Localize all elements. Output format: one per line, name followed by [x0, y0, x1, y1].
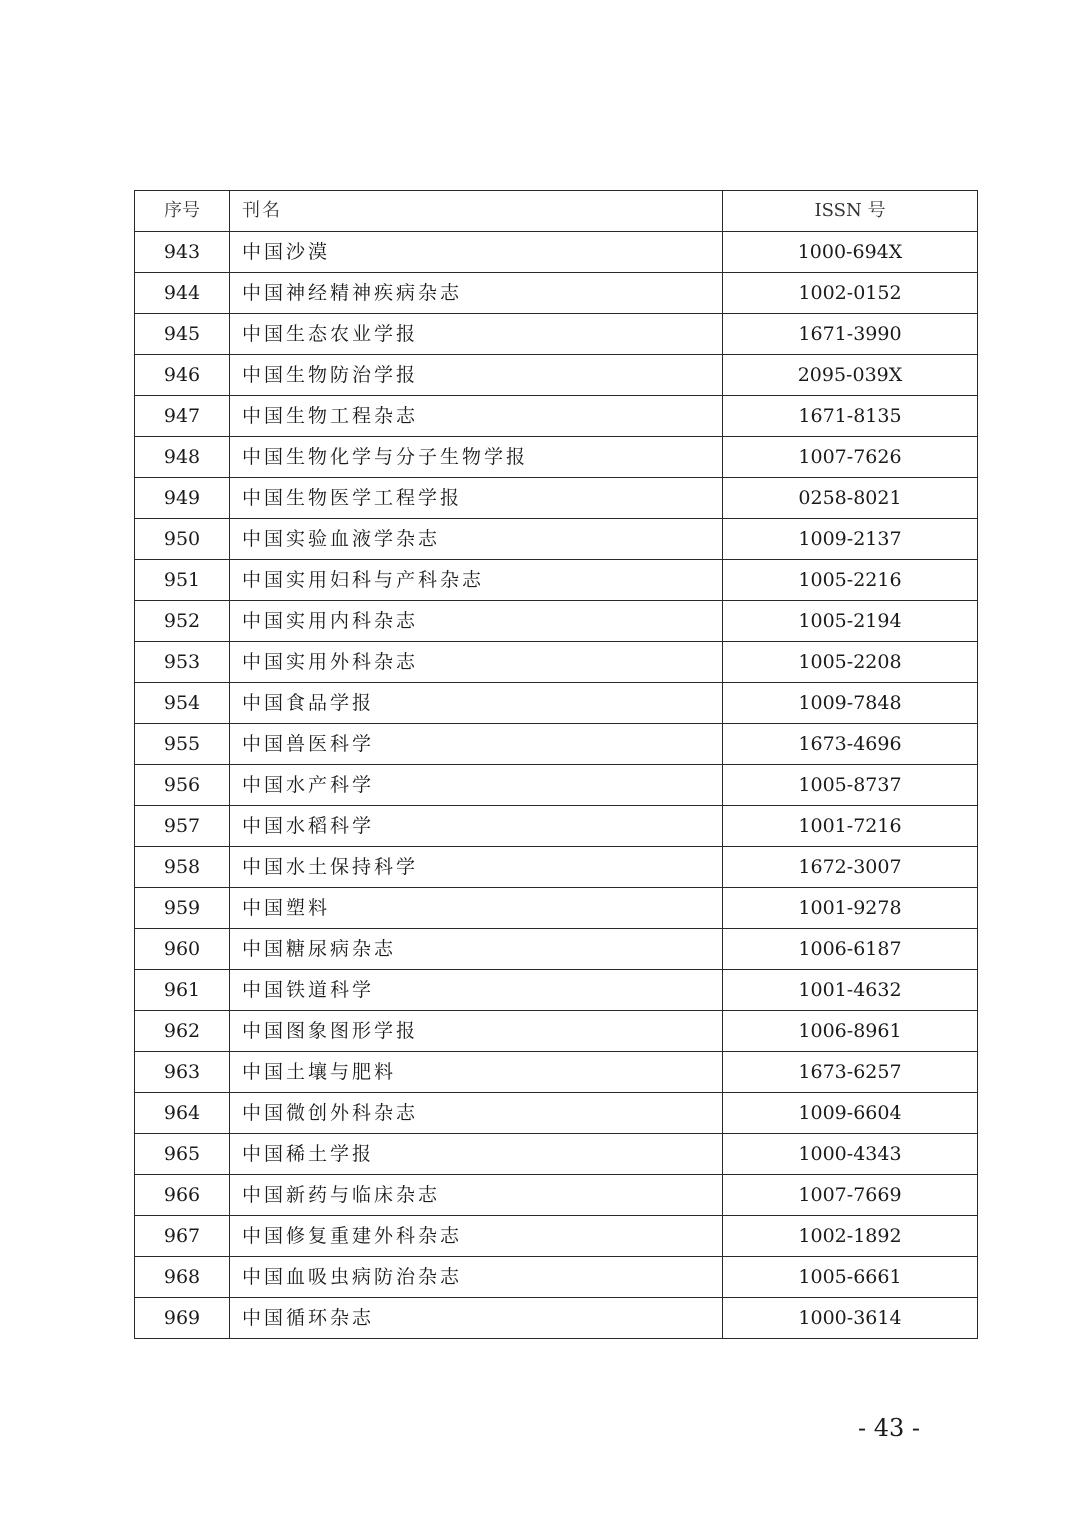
- row-seq: 968: [135, 1257, 230, 1298]
- row-journal-name: 中国实用外科杂志: [230, 642, 723, 683]
- row-seq: 948: [135, 437, 230, 478]
- row-issn: 1006-6187: [723, 929, 978, 970]
- row-journal-name: 中国塑料: [230, 888, 723, 929]
- row-seq: 957: [135, 806, 230, 847]
- row-seq: 946: [135, 355, 230, 396]
- row-journal-name: 中国神经精神疾病杂志: [230, 273, 723, 314]
- row-journal-name: 中国土壤与肥料: [230, 1052, 723, 1093]
- row-issn: 1671-8135: [723, 396, 978, 437]
- row-seq: 965: [135, 1134, 230, 1175]
- row-issn: 1673-6257: [723, 1052, 978, 1093]
- row-issn: 1000-694X: [723, 232, 978, 273]
- row-journal-name: 中国循环杂志: [230, 1298, 723, 1339]
- row-issn: 1672-3007: [723, 847, 978, 888]
- row-seq: 952: [135, 601, 230, 642]
- row-issn: 1000-4343: [723, 1134, 978, 1175]
- table-row: [135, 519, 978, 560]
- row-issn: 2095-039X: [723, 355, 978, 396]
- table-row: [135, 683, 978, 724]
- row-seq: 951: [135, 560, 230, 601]
- row-seq: 953: [135, 642, 230, 683]
- table-row: [135, 888, 978, 929]
- row-seq: 949: [135, 478, 230, 519]
- row-journal-name: 中国微创外科杂志: [230, 1093, 723, 1134]
- row-seq: 945: [135, 314, 230, 355]
- row-issn: 1007-7626: [723, 437, 978, 478]
- row-issn: 1002-1892: [723, 1216, 978, 1257]
- row-journal-name: 中国稀土学报: [230, 1134, 723, 1175]
- row-journal-name: 中国生物防治学报: [230, 355, 723, 396]
- table-row: [135, 314, 978, 355]
- row-issn: 1002-0152: [723, 273, 978, 314]
- row-journal-name: 中国图象图形学报: [230, 1011, 723, 1052]
- row-journal-name: 中国实用内科杂志: [230, 601, 723, 642]
- row-journal-name: 中国糖尿病杂志: [230, 929, 723, 970]
- row-issn: 1001-7216: [723, 806, 978, 847]
- row-journal-name: 中国实用妇科与产科杂志: [230, 560, 723, 601]
- row-issn: 1009-6604: [723, 1093, 978, 1134]
- row-seq: 947: [135, 396, 230, 437]
- row-journal-name: 中国兽医科学: [230, 724, 723, 765]
- row-issn: 1001-9278: [723, 888, 978, 929]
- row-issn: 1005-2216: [723, 560, 978, 601]
- table-row: [135, 929, 978, 970]
- row-seq: 956: [135, 765, 230, 806]
- row-journal-name: 中国生物医学工程学报: [230, 478, 723, 519]
- row-issn: 0258-8021: [723, 478, 978, 519]
- row-issn: 1006-8961: [723, 1011, 978, 1052]
- table-row: [135, 396, 978, 437]
- table-row: [135, 1175, 978, 1216]
- table-row: [135, 232, 978, 273]
- row-journal-name: 中国水土保持科学: [230, 847, 723, 888]
- journal-table: [134, 190, 978, 1339]
- row-seq: 969: [135, 1298, 230, 1339]
- row-seq: 944: [135, 273, 230, 314]
- row-journal-name: 中国水稻科学: [230, 806, 723, 847]
- row-seq: 943: [135, 232, 230, 273]
- table-row: [135, 642, 978, 683]
- row-journal-name: 中国食品学报: [230, 683, 723, 724]
- row-seq: 963: [135, 1052, 230, 1093]
- table-row: [135, 1134, 978, 1175]
- row-issn: 1005-8737: [723, 765, 978, 806]
- row-journal-name: 中国生物工程杂志: [230, 396, 723, 437]
- row-seq: 966: [135, 1175, 230, 1216]
- row-journal-name: 中国生态农业学报: [230, 314, 723, 355]
- row-journal-name: 中国血吸虫病防治杂志: [230, 1257, 723, 1298]
- row-issn: 1009-2137: [723, 519, 978, 560]
- row-seq: 954: [135, 683, 230, 724]
- row-journal-name: 中国水产科学: [230, 765, 723, 806]
- header-name: 刊名: [230, 191, 723, 232]
- table-row: [135, 1093, 978, 1134]
- row-issn: 1005-2208: [723, 642, 978, 683]
- row-journal-name: 中国实验血液学杂志: [230, 519, 723, 560]
- table-row: [135, 601, 978, 642]
- table-header-row: [135, 191, 978, 232]
- page-number: - 43 -: [858, 1414, 921, 1442]
- row-journal-name: 中国新药与临床杂志: [230, 1175, 723, 1216]
- table-row: [135, 806, 978, 847]
- row-issn: 1001-4632: [723, 970, 978, 1011]
- row-journal-name: 中国铁道科学: [230, 970, 723, 1011]
- header-issn: ISSN 号: [723, 191, 978, 232]
- table-body: [135, 232, 978, 1339]
- table-row: [135, 1052, 978, 1093]
- row-issn: 1009-7848: [723, 683, 978, 724]
- table-row: [135, 724, 978, 765]
- row-issn: 1673-4696: [723, 724, 978, 765]
- table-row: [135, 1298, 978, 1339]
- table-row: [135, 478, 978, 519]
- row-seq: 950: [135, 519, 230, 560]
- row-seq: 961: [135, 970, 230, 1011]
- table-row: [135, 970, 978, 1011]
- row-issn: 1000-3614: [723, 1298, 978, 1339]
- table-row: [135, 1257, 978, 1298]
- row-journal-name: 中国生物化学与分子生物学报: [230, 437, 723, 478]
- table-row: [135, 437, 978, 478]
- table-row: [135, 1216, 978, 1257]
- table-row: [135, 355, 978, 396]
- row-issn: 1671-3990: [723, 314, 978, 355]
- row-journal-name: 中国修复重建外科杂志: [230, 1216, 723, 1257]
- row-journal-name: 中国沙漠: [230, 232, 723, 273]
- row-seq: 960: [135, 929, 230, 970]
- table-row: [135, 847, 978, 888]
- table-row: [135, 560, 978, 601]
- row-seq: 955: [135, 724, 230, 765]
- row-issn: 1007-7669: [723, 1175, 978, 1216]
- table-row: [135, 1011, 978, 1052]
- row-issn: 1005-6661: [723, 1257, 978, 1298]
- row-seq: 958: [135, 847, 230, 888]
- row-seq: 967: [135, 1216, 230, 1257]
- row-seq: 964: [135, 1093, 230, 1134]
- row-seq: 962: [135, 1011, 230, 1052]
- table-row: [135, 273, 978, 314]
- header-seq: 序号: [135, 191, 230, 232]
- row-issn: 1005-2194: [723, 601, 978, 642]
- table-row: [135, 765, 978, 806]
- row-seq: 959: [135, 888, 230, 929]
